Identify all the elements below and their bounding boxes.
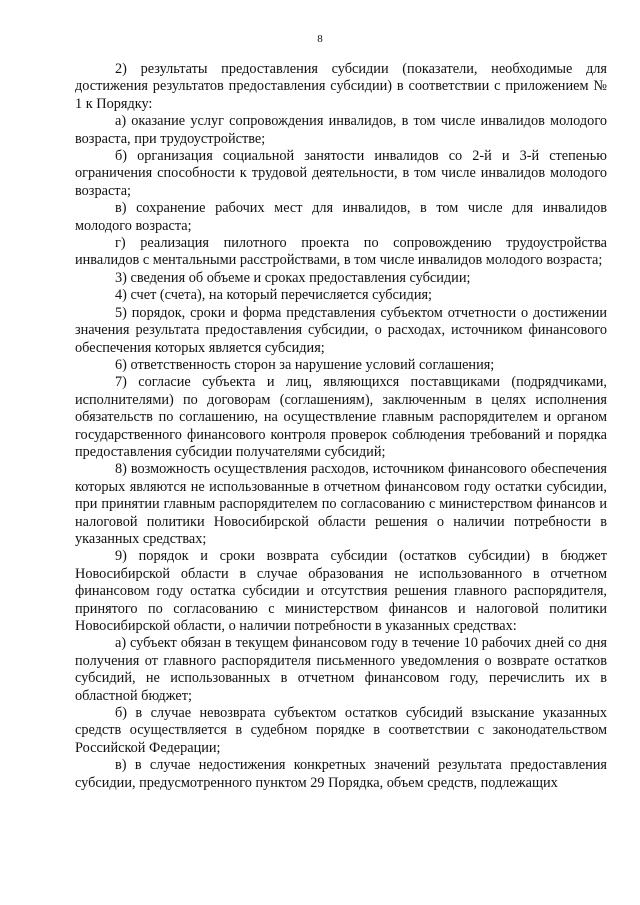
paragraph-2b: б) организация социальной занятости инвалидов со 2-й и 3-й степенью ограничения способности к трудовой деятельности, в том числе инвалидов молодого возраста;	[75, 148, 607, 199]
paragraph-7: 7) согласие субъекта и лиц, являющихся поставщиками (подрядчиками, исполнителями) по договорам (соглашениям), заключенным в целях исполнения обязательств по соглашению, на осуществление главным распорядителем и органом государственного финансового контроля проверок соблюдения требований и порядка предоставления субсидии получателями субсидий;	[75, 374, 607, 460]
paragraph-5: 5) порядок, сроки и форма представления субъектом отчетности о достижении значения результата предоставления субсидии, о расходах, источником финансового обеспечения которых является субсидия;	[75, 304, 607, 356]
paragraph-9b: б) в случае невозврата субъектом остатков субсидий взыскание указанных средств осуществляется в судебном порядке в соответствии с законодательством Российской Федерации;	[75, 705, 607, 756]
paragraph-8: 8) возможность осуществления расходов, источником финансового обеспечения которых являются не использованные в отчетном финансовом году остатки субсидии, при принятии главным распорядителем по согласованию с министерством финансов и налоговой политики Новосибирской области решения о наличии потребности в указанных средствах;	[75, 461, 607, 547]
paragraph-9: 9) порядок и сроки возврата субсидии (остатков субсидии) в бюджет Новосибирской области в случае образования не использованного в отчетном финансовом году остатка субсидии и отсутствия решения главного распорядителя, принятого по согласованию с министерством финансов и налоговой политики Новосибирской области, о наличии потребности в указанных средствах:	[75, 548, 607, 634]
paragraph-2v: в) сохранение рабочих мест для инвалидов, в том числе для инвалидов молодого возраста;	[75, 200, 607, 234]
paragraph-2-results: 2) результаты предоставления субсидии (показатели, необходимые для достижения результатов предоставления субсидии) в соответствии с приложением № 1 к Порядку:	[75, 61, 607, 112]
paragraph-2g: г) реализация пилотного проекта по сопровождению трудоустройства инвалидов с ментальными расстройствами, в том числе инвалидов молодого возраста;	[75, 235, 607, 269]
paragraph-9a: а) субъект обязан в текущем финансовом году в течение 10 рабочих дней со дня получения от главного распорядителя письменного уведомления о возврате остатков субсидий, не использованных в отчетном финансовом году, перечислить их в областной бюджет;	[75, 635, 607, 704]
document-body	[75, 61, 607, 792]
paragraph-4: 4) счет (счета), на который перечисляется субсидия;	[115, 287, 433, 304]
paragraph-2a: а) оказание услуг сопровождения инвалидов, в том числе инвалидов молодого возраста, при трудоустройстве;	[75, 113, 607, 147]
paragraph-9v: в) в случае недостижения конкретных значений результата предоставления субсидии, предусмотренного пунктом 29 Порядка, объем средств, подлежащих	[75, 757, 607, 791]
paragraph-3: 3) сведения об объеме и сроках предоставления субсидии;	[115, 269, 471, 286]
paragraph-6: 6) ответственность сторон за нарушение условий соглашения;	[115, 356, 495, 373]
page-number: 8	[317, 33, 323, 45]
